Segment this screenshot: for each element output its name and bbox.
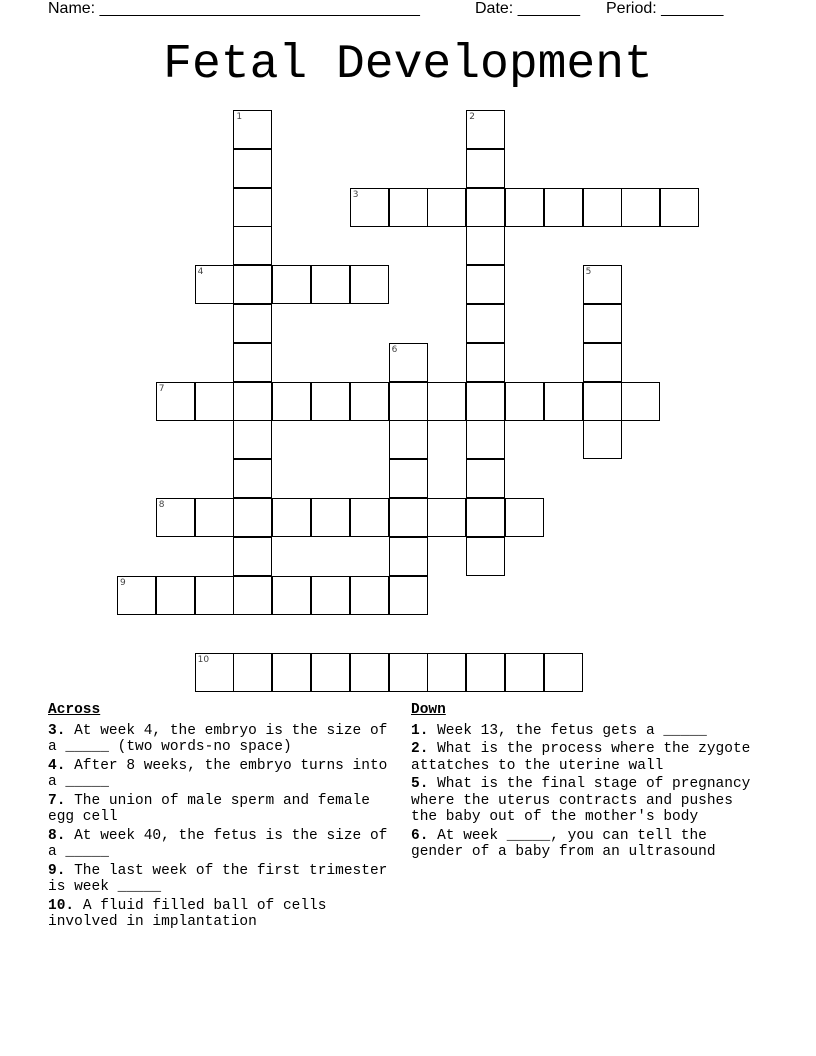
crossword-cell[interactable] — [195, 653, 234, 692]
crossword-cell[interactable] — [311, 265, 350, 304]
period-field[interactable]: Period: _______ — [606, 0, 724, 17]
clue-number: 2. — [411, 741, 429, 757]
crossword-cell[interactable] — [233, 459, 272, 498]
crossword-cell[interactable] — [505, 653, 544, 692]
clue-number: 1. — [411, 722, 429, 739]
clue-text: A fluid filled ball of cells involved in implantation — [48, 897, 327, 930]
crossword-cell[interactable] — [233, 498, 272, 537]
crossword-cell[interactable] — [466, 653, 505, 692]
crossword-cell[interactable] — [583, 265, 622, 304]
clue-number: 3. — [48, 722, 66, 739]
crossword-cell[interactable] — [389, 537, 428, 576]
crossword-cell[interactable] — [389, 498, 428, 537]
crossword-cell[interactable] — [233, 537, 272, 576]
crossword-cell[interactable] — [427, 382, 466, 421]
crossword-cell[interactable] — [350, 265, 389, 304]
cell-number: 1 — [236, 112, 243, 122]
clue-text: At week 4, the embryo is the size of a _____ (two words-no space) — [48, 722, 388, 755]
cell-number: 3 — [352, 189, 359, 200]
crossword-cell[interactable] — [427, 653, 466, 692]
crossword-cell[interactable] — [233, 265, 272, 304]
clue-number: 9. — [48, 862, 66, 879]
crossword-cell[interactable] — [156, 576, 195, 615]
crossword-cell[interactable] — [350, 188, 389, 227]
crossword-cell[interactable] — [583, 304, 622, 343]
crossword-cell[interactable] — [583, 343, 622, 382]
crossword-cell[interactable] — [272, 498, 311, 537]
cell-number: 6 — [391, 344, 398, 355]
cell-number: 9 — [120, 577, 126, 588]
clue-text: What is the final stage of pregnancy where the uterus contracts and pushes the baby out of the mother's body — [411, 776, 751, 825]
crossword-cell[interactable] — [272, 382, 311, 421]
name-field[interactable]: Name: ____________________________________ — [48, 0, 420, 17]
clue-number: 7. — [48, 792, 66, 809]
crossword-cell[interactable] — [544, 188, 583, 227]
crossword-cell[interactable] — [466, 188, 505, 227]
clue-text: At week 40, the fetus is the size of a _____ — [48, 827, 388, 860]
crossword-cell[interactable] — [389, 382, 428, 421]
crossword-cell[interactable] — [466, 537, 505, 576]
across-clues — [48, 702, 388, 933]
page-title: Fetal Development — [163, 38, 653, 92]
down-heading: Down — [411, 702, 446, 718]
clue-text: Week 13, the fetus gets a _____ — [437, 722, 707, 739]
crossword-cell[interactable] — [195, 576, 234, 615]
crossword-cell[interactable] — [583, 382, 622, 421]
crossword-cell[interactable] — [389, 343, 428, 382]
crossword-cell[interactable] — [350, 653, 389, 692]
crossword-cell[interactable] — [466, 343, 505, 382]
clue-down-1 — [411, 723, 761, 740]
crossword-cell[interactable] — [272, 576, 311, 615]
crossword-cell[interactable] — [195, 382, 234, 421]
crossword-cell[interactable] — [466, 265, 505, 304]
crossword-cell[interactable] — [427, 188, 466, 227]
crossword-cell[interactable] — [389, 420, 428, 459]
clue-number: 8. — [48, 827, 66, 844]
clue-number: 4. — [48, 757, 66, 774]
crossword-cell[interactable] — [427, 498, 466, 537]
clue-text: The last week of the first trimester is week _____ — [48, 862, 388, 895]
clue-down-2 — [411, 741, 761, 774]
clue-across-3 — [48, 723, 388, 756]
cell-number: 2 — [469, 112, 475, 122]
crossword-cell[interactable] — [233, 188, 272, 227]
crossword-cell[interactable] — [233, 576, 272, 615]
crossword-cell[interactable] — [621, 188, 660, 227]
crossword-cell[interactable] — [233, 149, 272, 188]
crossword-cell[interactable] — [389, 188, 428, 227]
crossword-cell[interactable] — [195, 498, 234, 537]
clue-number: 6. — [411, 827, 429, 844]
crossword-cell[interactable] — [272, 265, 311, 304]
crossword-cell[interactable] — [389, 653, 428, 692]
clue-across-4 — [48, 758, 388, 791]
crossword-cell[interactable] — [350, 498, 389, 537]
crossword-cell[interactable] — [466, 382, 505, 421]
crossword-cell[interactable] — [233, 653, 272, 692]
clue-across-10 — [48, 898, 388, 931]
crossword-cell[interactable] — [544, 382, 583, 421]
cell-number: 5 — [585, 267, 592, 278]
crossword-cell[interactable] — [156, 498, 195, 537]
crossword-cell[interactable] — [311, 382, 350, 421]
crossword-cell[interactable] — [466, 420, 505, 459]
clue-number: 10. — [48, 897, 75, 914]
cell-number: 4 — [197, 267, 204, 278]
crossword-cell[interactable] — [233, 382, 272, 421]
crossword-cell[interactable] — [505, 188, 544, 227]
crossword-cell[interactable] — [583, 420, 622, 459]
crossword-cell[interactable] — [311, 653, 350, 692]
crossword-cell[interactable] — [233, 420, 272, 459]
crossword-cell[interactable] — [466, 459, 505, 498]
clue-text: After 8 weeks, the embryo turns into a _____ — [48, 757, 388, 790]
crossword-cell[interactable] — [660, 188, 699, 227]
crossword-cell[interactable] — [505, 382, 544, 421]
crossword-cell[interactable] — [233, 304, 272, 343]
down-clues — [411, 702, 761, 863]
crossword-cell[interactable] — [195, 265, 234, 304]
crossword-cell[interactable] — [505, 498, 544, 537]
date-field[interactable]: Date: _______ — [475, 0, 580, 17]
crossword-cell[interactable] — [621, 382, 660, 421]
crossword-cell[interactable] — [233, 110, 272, 149]
crossword-cell[interactable] — [466, 226, 505, 265]
crossword-cell[interactable] — [350, 382, 389, 421]
cell-number: 10 — [197, 655, 210, 666]
clue-number: 5. — [411, 776, 429, 792]
crossword-cell[interactable] — [311, 498, 350, 537]
crossword-cell[interactable] — [272, 653, 311, 692]
clue-across-8 — [48, 828, 388, 861]
clue-down-6 — [411, 828, 761, 861]
clue-across-7 — [48, 793, 388, 826]
cell-number: 8 — [158, 500, 165, 510]
clue-across-9 — [48, 863, 388, 896]
crossword-cell[interactable] — [466, 304, 505, 343]
crossword-cell[interactable] — [233, 226, 272, 265]
crossword-cell[interactable] — [156, 382, 195, 421]
crossword-cell[interactable] — [544, 653, 583, 692]
crossword-cell[interactable] — [466, 110, 505, 149]
across-heading: Across — [48, 702, 101, 718]
crossword-cell[interactable] — [389, 576, 428, 615]
crossword-cell[interactable] — [466, 498, 505, 537]
crossword-cell[interactable] — [350, 576, 389, 615]
crossword-cell[interactable] — [311, 576, 350, 615]
cell-number: 7 — [158, 383, 165, 394]
crossword-cell[interactable] — [466, 149, 505, 188]
crossword-cell[interactable] — [583, 188, 622, 227]
clue-down-5 — [411, 776, 761, 826]
clue-text: The union of male sperm and female egg cell — [48, 792, 370, 825]
clue-text: At week _____, you can tell the gender of a baby from an ultrasound — [411, 827, 716, 860]
crossword-cell[interactable] — [389, 459, 428, 498]
crossword-cell[interactable] — [117, 576, 156, 615]
crossword-cell[interactable] — [233, 343, 272, 382]
clue-text: What is the process where the zygote attatches to the uterine wall — [411, 741, 751, 774]
